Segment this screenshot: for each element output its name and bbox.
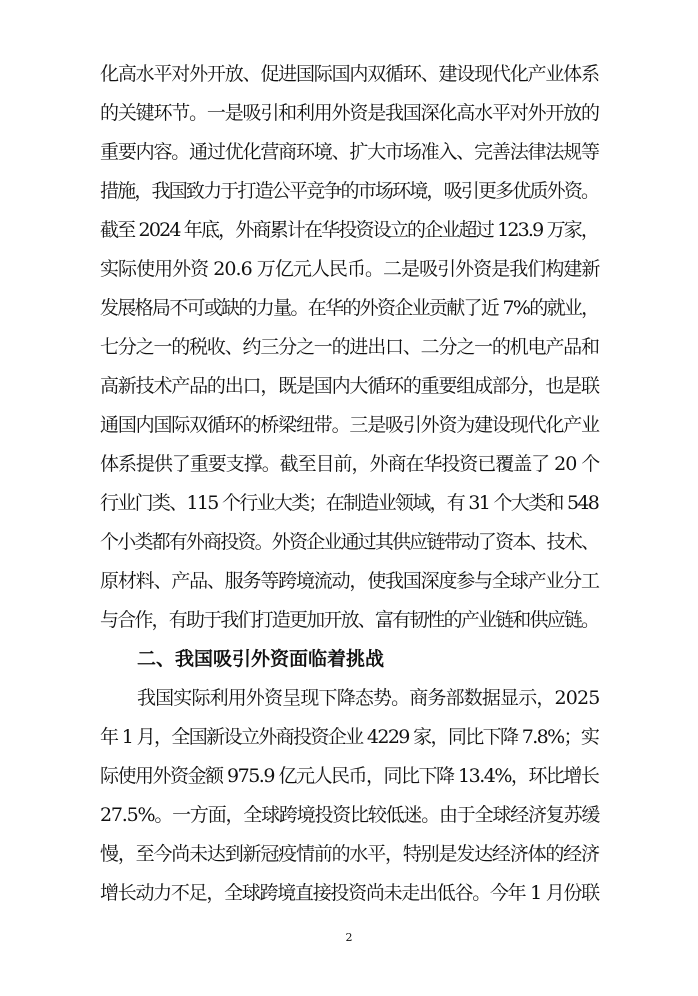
body-text-line: 发展格局不可或缺的力量。在华的外资企业贡献了近 7%的就业， — [100, 297, 599, 319]
body-text-line: 高新技术产品的出口，既是国内大循环的重要组成部分，也是联 — [100, 375, 599, 397]
body-text-line: 增长动力不足，全球跨境直接投资尚未走出低谷。今年 1 月份联 — [100, 882, 599, 904]
page-number: 2 — [345, 931, 353, 944]
body-text-line: 的关键环节。一是吸引和利用外资是我国深化高水平对外开放的 — [100, 102, 599, 124]
body-text-line: 年 1 月，全国新设立外商投资企业 4229 家，同比下降 7.8%；实 — [100, 726, 599, 748]
body-text-line: 通国内国际双循环的桥梁纽带。三是吸引外资为建设现代化产业 — [100, 414, 599, 436]
body-text-line: 体系提供了重要支撑。截至目前，外商在华投资已覆盖了 20 个 — [100, 453, 600, 475]
body-text-line: 重要内容。通过优化营商环境、扩大市场准入、完善法律法规等 — [100, 141, 599, 163]
body-text-line: 原材料、产品、服务等跨境流动，使我国深度参与全球产业分工 — [100, 570, 599, 592]
body-text-line: 个小类都有外商投资。外资企业通过其供应链带动了资本、技术、 — [100, 531, 599, 553]
body-text-line: 27.5%。一方面，全球跨境投资比较低迷。由于全球经济复苏缓 — [100, 804, 600, 826]
body-text-line: 与合作，有助于我们打造更加开放、富有韧性的产业链和供应链。 — [100, 609, 599, 631]
body-text-line: 际使用外资金额 975.9 亿元人民币，同比下降 13.4%，环比增长 — [100, 765, 599, 787]
body-text-line: 我国实际利用外资呈现下降态势。商务部数据显示，2025 — [137, 687, 600, 709]
body-text-line: 实际使用外资 20.6 万亿元人民币。二是吸引外资是我们构建新 — [100, 258, 600, 280]
body-text-line: 慢，至今尚未达到新冠疫情前的水平，特别是发达经济体的经济 — [100, 843, 599, 865]
section-heading: 二、我国吸引外资面临着挑战 — [137, 648, 385, 670]
body-text-line: 化高水平对外开放、促进国际国内双循环、建设现代化产业体系 — [100, 63, 599, 85]
body-text-line: 措施，我国致力于打造公平竞争的市场环境，吸引更多优质外资。 — [100, 180, 599, 202]
body-text-line: 截至 2024 年底，外商累计在华投资设立的企业超过 123.9 万家， — [100, 219, 599, 241]
body-text-line: 七分之一的税收、约三分之一的进出口、二分之一的机电产品和 — [100, 336, 599, 358]
body-text-line: 行业门类、115 个行业大类；在制造业领域，有 31 个大类和 548 — [100, 492, 599, 514]
